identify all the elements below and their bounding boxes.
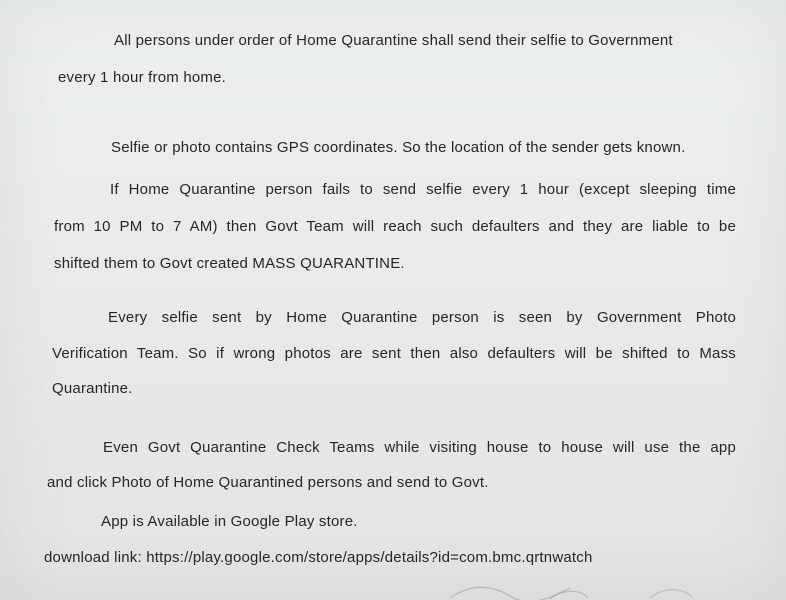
paragraph-4-line-2: Verification Team. So if wrong photos are sent then also defaulters will be shifted to Mass <box>52 345 736 362</box>
paragraph-1-line-1: All persons under order of Home Quarantine shall send their selfie to Government <box>114 32 673 49</box>
paragraph-1-line-2: every 1 hour from home. <box>58 69 227 86</box>
paragraph-4-line-1: Every selfie sent by Home Quarantine person is seen by Government Photo <box>108 309 736 326</box>
handwritten-mark <box>430 578 730 600</box>
paragraph-4-line-3: Quarantine. <box>52 380 133 397</box>
paragraph-3-line-2: from 10 PM to 7 AM) then Govt Team will reach such defaulters and they are liable to be <box>54 218 736 235</box>
paragraph-5-line-2: and click Photo of Home Quarantined persons and send to Govt. <box>47 474 489 491</box>
paragraph-3-line-3: shifted them to Govt created MASS QUARANTINE. <box>54 255 405 272</box>
paragraph-2-line-1: Selfie or photo contains GPS coordinates. So the location of the sender gets known. <box>111 139 686 156</box>
paragraph-5-line-1: Even Govt Quarantine Check Teams while visiting house to house will use the app <box>103 439 736 456</box>
paragraph-3-line-1: If Home Quarantine person fails to send selfie every 1 hour (except sleeping time <box>110 181 736 198</box>
download-link-line: download link: https://play.google.com/store/apps/details?id=com.bmc.qrtnwatch <box>44 549 593 566</box>
paragraph-6-line-1: App is Available in Google Play store. <box>101 513 358 530</box>
